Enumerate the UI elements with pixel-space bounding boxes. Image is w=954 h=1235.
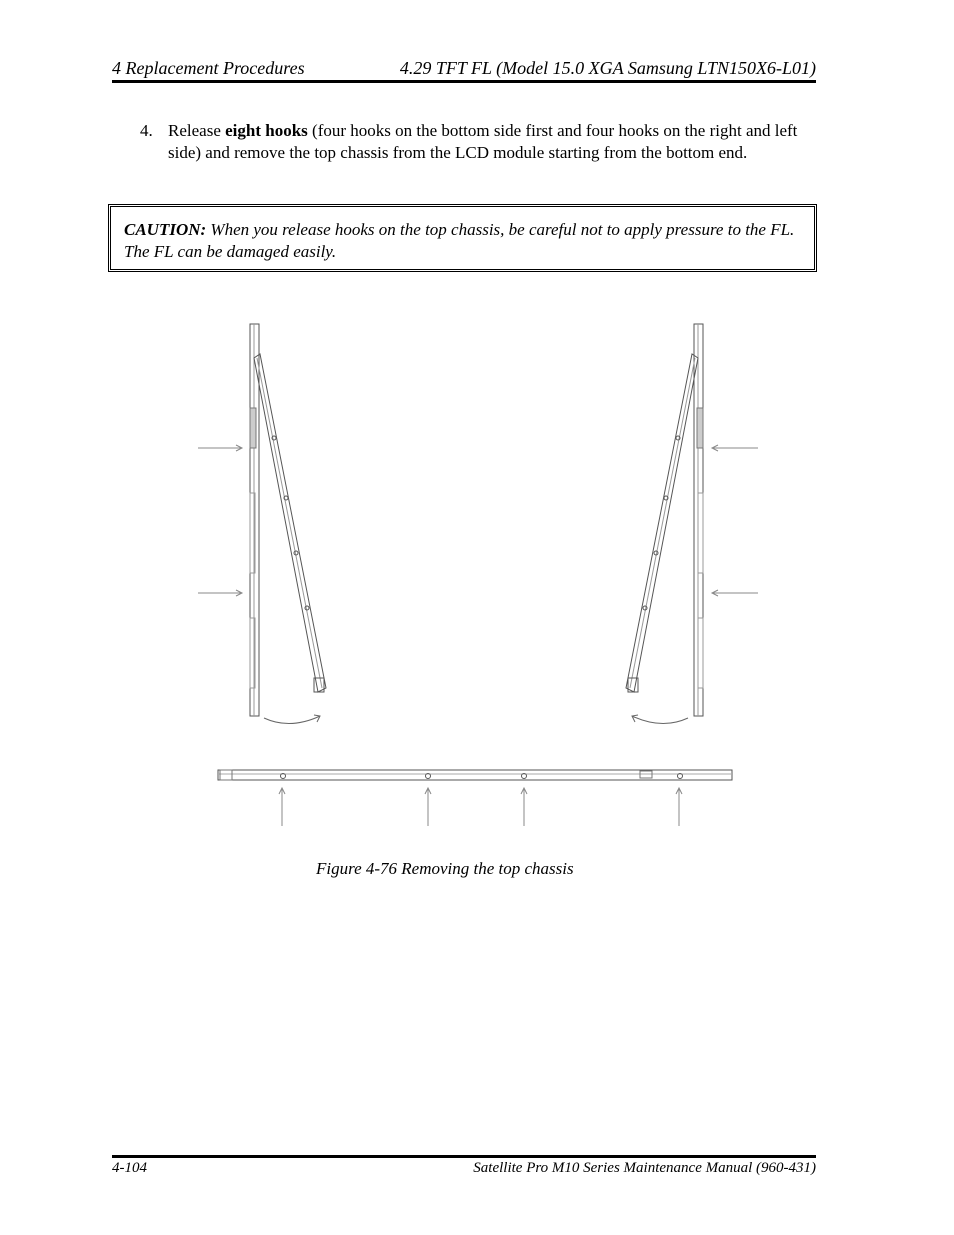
- footer-rule: [112, 1155, 816, 1158]
- top-chassis-diagram: [190, 318, 770, 833]
- left-hook-arrows: [198, 445, 242, 596]
- header-rule: [112, 80, 816, 83]
- step-text: [168, 120, 818, 164]
- right-hook-arrows: [712, 445, 758, 596]
- figure-caption: Figure 4-76 Removing the top chassis: [316, 859, 574, 878]
- page-number: 4-104: [112, 1160, 147, 1176]
- caution-text: [124, 219, 804, 263]
- caution-label: CAUTION:: [124, 220, 207, 239]
- caution-box: [108, 204, 817, 272]
- step-text-bold: eight hooks: [225, 121, 308, 140]
- bottom-hook-arrows: [279, 788, 682, 826]
- left-side-panel: [250, 324, 326, 724]
- header-subsection: 4.29 TFT FL (Model 15.0 XGA Samsung LTN150X6-L01): [399, 58, 816, 78]
- header-section: 4 Replacement Procedures: [112, 58, 305, 78]
- right-side-panel: [626, 324, 703, 724]
- step-text-pre: Release: [168, 121, 226, 140]
- caution-body: When you release hooks on the top chassis, be careful not to apply pressure to the FL. The FL can be damaged easily.: [124, 220, 795, 261]
- step-text-post: (four hooks on the bottom side first and four hooks on the right and left side) and remove the top chassis from the LCD module starting from the bottom end.: [168, 121, 798, 162]
- step-number: 4.: [140, 121, 153, 140]
- page-header: [112, 56, 816, 80]
- bottom-side-strip: [218, 770, 732, 780]
- manual-title: Satellite Pro M10 Series Maintenance Manual (960-431): [473, 1160, 816, 1176]
